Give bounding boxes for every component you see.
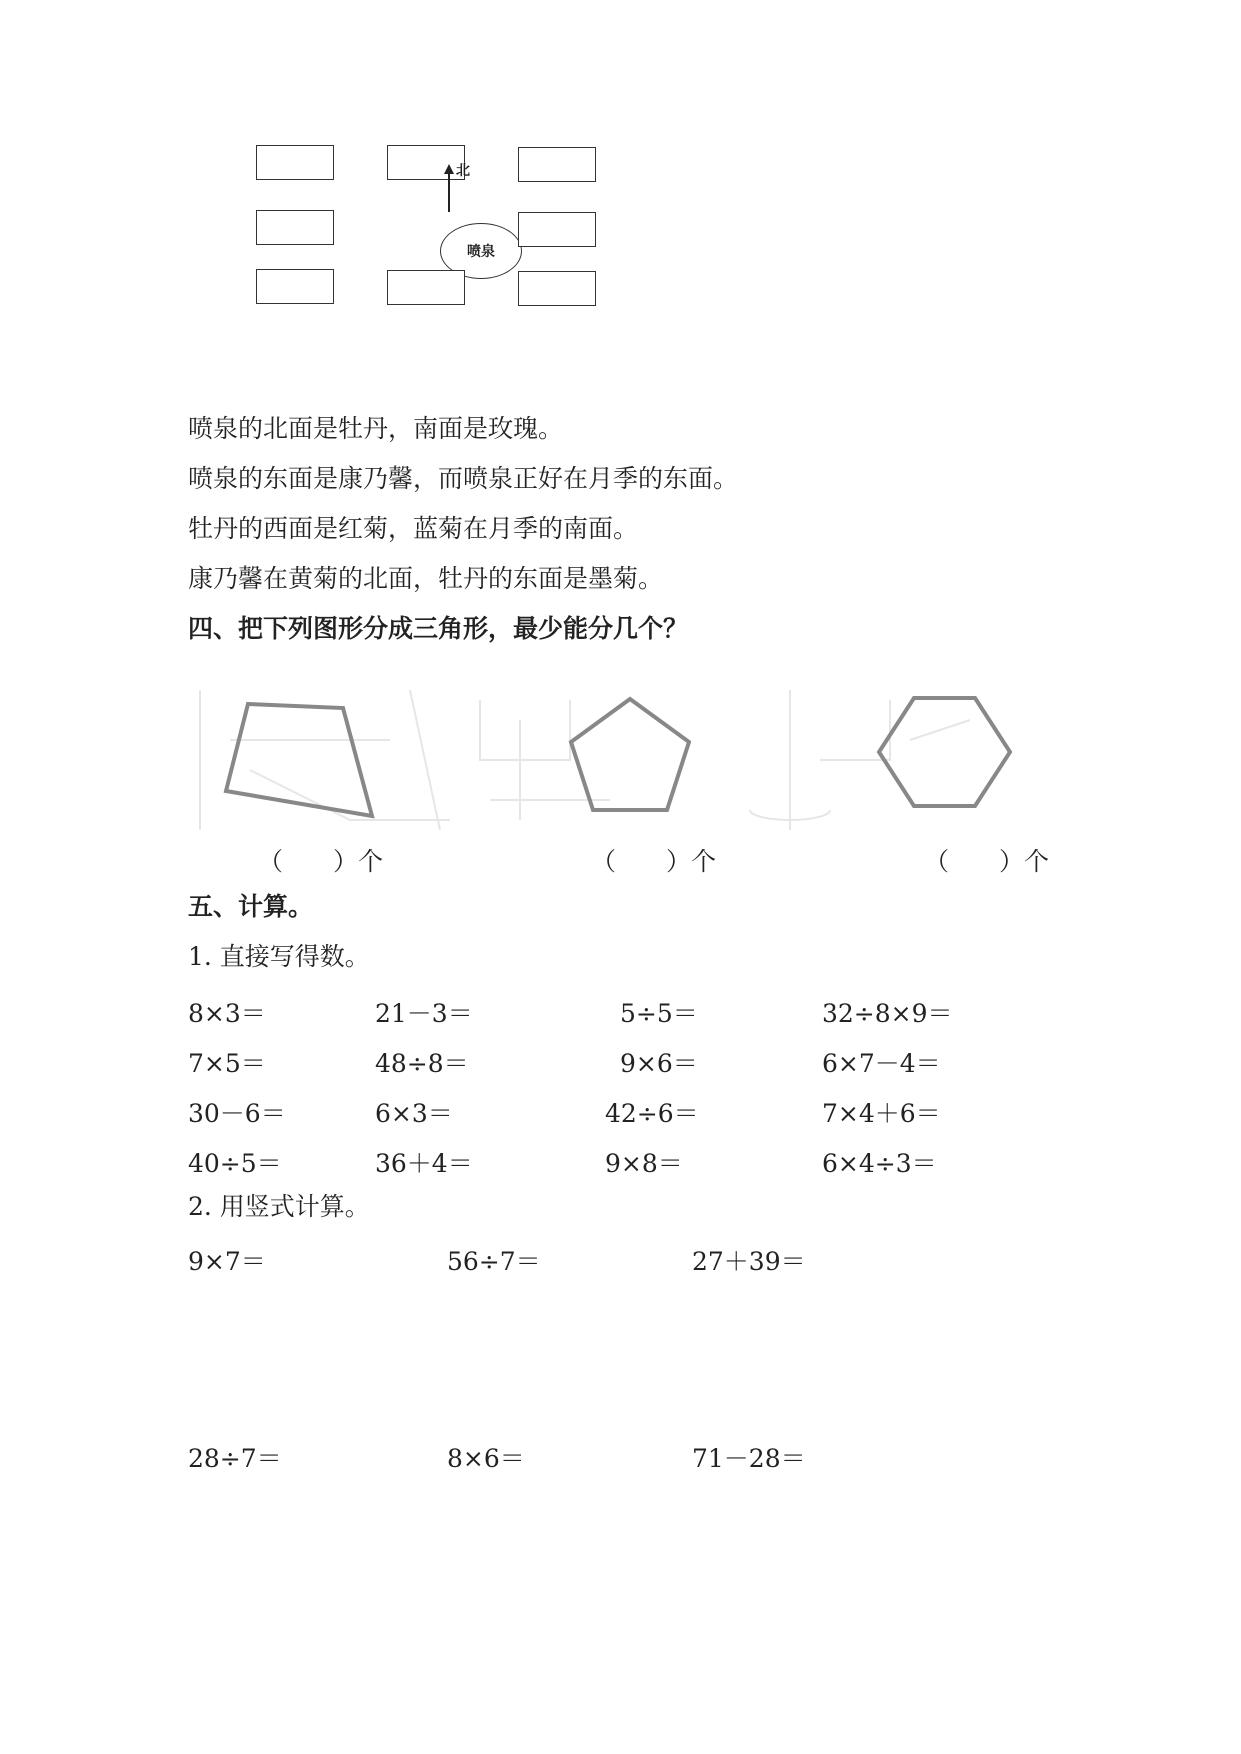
equation: 40÷5＝ — [188, 1149, 282, 1178]
plot-box-se — [518, 271, 596, 306]
subsection-1-title: 1. 直接写得数。 — [188, 942, 370, 971]
clue-line: 喷泉的北面是牡丹，南面是玫瑰。 — [188, 414, 564, 443]
faded-background-lines — [200, 690, 970, 830]
vertical-equation: 9×7＝ — [188, 1247, 266, 1276]
equation: 9×6＝ — [620, 1049, 698, 1078]
vertical-equation: 28÷7＝ — [188, 1444, 282, 1473]
clue-line: 康乃馨在黄菊的北面，牡丹的东面是墨菊。 — [188, 564, 664, 593]
subsection-2-title: 2. 用竖式计算。 — [188, 1192, 370, 1221]
plot-box-s — [387, 270, 465, 305]
direction-diagram — [240, 130, 670, 330]
section-5-title: 五、计算。 — [188, 892, 314, 921]
plot-box-sw — [256, 269, 334, 304]
fountain-label: 喷泉 — [467, 244, 495, 260]
equation: 21－3＝ — [375, 999, 473, 1028]
vertical-equation: 56÷7＝ — [447, 1247, 541, 1276]
equation: 36＋4＝ — [375, 1149, 473, 1178]
plot-box-ne — [518, 147, 596, 182]
north-arrow-shaft — [448, 172, 450, 212]
quadrilateral-shape — [226, 704, 372, 816]
vertical-equation: 27＋39＝ — [692, 1247, 806, 1276]
equation: 9×8＝ — [605, 1149, 683, 1178]
equation: 7×4＋6＝ — [822, 1099, 941, 1128]
equation: 30－6＝ — [188, 1099, 286, 1128]
equation: 5÷5＝ — [620, 999, 698, 1028]
hexagon-shape — [879, 698, 1010, 806]
answer-blank[interactable]: （ ）个 — [591, 847, 717, 876]
equation: 8×3＝ — [188, 999, 266, 1028]
equation: 6×4÷3＝ — [822, 1149, 937, 1178]
equation: 42÷6＝ — [605, 1099, 699, 1128]
answer-blank[interactable]: （ ）个 — [924, 847, 1050, 876]
vertical-equation: 71－28＝ — [692, 1444, 806, 1473]
equation: 6×3＝ — [375, 1099, 453, 1128]
equation: 48÷8＝ — [375, 1049, 469, 1078]
north-label: 北 — [456, 163, 470, 179]
clue-line: 喷泉的东面是康乃馨，而喷泉正好在月季的东面。 — [188, 464, 739, 493]
equation: 7×5＝ — [188, 1049, 266, 1078]
plot-box-w — [256, 210, 334, 245]
answer-blank[interactable]: （ ）个 — [258, 847, 384, 876]
section-4-title: 四、把下列图形分成三角形，最少能分几个？ — [188, 614, 689, 643]
plot-box-e — [518, 212, 596, 247]
shapes-figure — [190, 680, 1070, 840]
pentagon-shape — [571, 699, 689, 810]
plot-box-nw — [256, 145, 334, 180]
vertical-equation: 8×6＝ — [447, 1444, 525, 1473]
equation: 32÷8×9＝ — [822, 999, 953, 1028]
equation: 6×7－4＝ — [822, 1049, 941, 1078]
plot-box-n — [387, 145, 465, 180]
clue-line: 牡丹的西面是红菊，蓝菊在月季的南面。 — [188, 514, 639, 543]
